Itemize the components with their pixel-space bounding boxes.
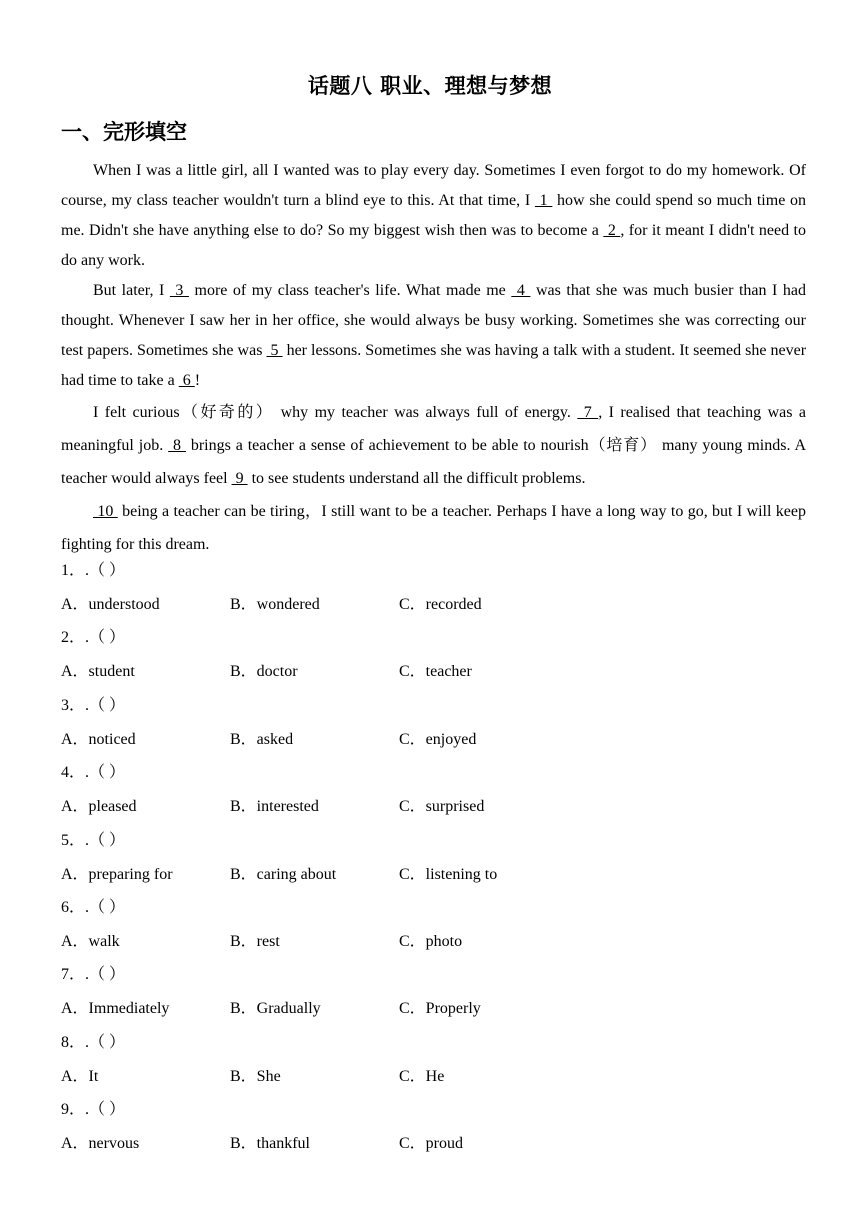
passage-text: , for it meant I didn't need to do any work. xyxy=(61,222,807,269)
option-c[interactable]: C．listening to xyxy=(399,865,498,883)
passage-text: , I realised that teaching was a meaningful job. xyxy=(61,404,807,454)
question-item xyxy=(61,893,806,960)
option-b[interactable]: B．Gradually xyxy=(230,1000,321,1018)
question-stem: 8．.（ ） xyxy=(61,1033,126,1051)
question-item xyxy=(61,556,806,623)
passage-text: brings a teacher a sense of achievement to be able to nourish（培育） many young minds. A teacher would always feel xyxy=(61,437,807,487)
passage-paragraph xyxy=(61,276,806,396)
question-stem: 2．.（ ） xyxy=(61,629,126,647)
question-list xyxy=(61,556,806,1163)
option-a[interactable]: A．noticed xyxy=(61,730,136,748)
cloze-blank: 9 xyxy=(231,470,248,487)
question-stem: 3．.（ ） xyxy=(61,696,126,714)
option-b[interactable]: B．caring about xyxy=(230,865,337,883)
cloze-blank: 10 xyxy=(93,503,118,520)
cloze-blank: 4 xyxy=(511,282,531,299)
question-stem: 1．.（ ） xyxy=(61,562,126,579)
cloze-blank: 7 xyxy=(577,404,599,421)
passage-text: her lessons. Sometimes she was having a talk with a student. It seemed she never had time to take a xyxy=(61,342,807,389)
question-item xyxy=(61,826,806,893)
question-stem: 5．.（ ） xyxy=(61,831,126,849)
option-a[interactable]: A．Immediately xyxy=(61,1000,170,1018)
page-title: 话题八 职业、理想与梦想 xyxy=(307,74,553,98)
option-c[interactable]: C．photo xyxy=(399,932,463,950)
question-item xyxy=(61,623,806,690)
question-item xyxy=(61,1095,806,1162)
option-a[interactable]: A．preparing for xyxy=(61,865,173,883)
cloze-blank: 6 xyxy=(178,372,195,389)
cloze-blank: 5 xyxy=(266,342,283,359)
option-a[interactable]: A．nervous xyxy=(61,1135,140,1153)
option-b[interactable]: B．She xyxy=(230,1067,281,1085)
option-a[interactable]: A．understood xyxy=(61,596,160,613)
question-item xyxy=(61,691,806,758)
question-item xyxy=(61,758,806,825)
option-a[interactable]: A．walk xyxy=(61,932,120,950)
passage-text: more of my class teacher's life. What made me xyxy=(188,282,512,299)
option-c[interactable]: C．teacher xyxy=(399,663,472,681)
option-c[interactable]: C．enjoyed xyxy=(399,730,477,748)
cloze-blank: 2 xyxy=(603,222,621,239)
option-b[interactable]: B．interested xyxy=(230,798,319,816)
passage-text: I felt curious（好奇的） why my teacher was always full of energy. xyxy=(93,404,578,421)
passage-text: But later, I xyxy=(93,282,170,299)
section-heading: 一、完形填空 xyxy=(61,120,187,144)
option-b[interactable]: B．asked xyxy=(230,730,294,748)
passage-paragraph xyxy=(61,396,806,495)
passage-text: how she could spend so much time on me. Didn't she have anything else to do? So my biggest wish then was to become a xyxy=(61,192,807,239)
question-stem: 9．.（ ） xyxy=(61,1101,126,1119)
option-b[interactable]: B．thankful xyxy=(230,1135,310,1153)
option-b[interactable]: B．wondered xyxy=(230,596,320,613)
question-stem: 6．.（ ） xyxy=(61,898,126,916)
option-a[interactable]: A．student xyxy=(61,663,135,681)
passage-paragraph xyxy=(61,495,806,561)
passage-text: ! xyxy=(194,372,201,389)
passage-text: When I was a little girl, all I wanted was to play every day. Sometimes I even forgot to do my homework. Of course, my class teacher wouldn't turn a blind eye to this. At that time, I xyxy=(61,162,806,209)
option-b[interactable]: B．rest xyxy=(230,932,280,950)
option-c[interactable]: C．surprised xyxy=(399,798,485,816)
option-a[interactable]: A．pleased xyxy=(61,798,137,816)
question-item xyxy=(61,960,806,1027)
option-c[interactable]: C．recorded xyxy=(399,596,482,613)
question-item xyxy=(61,1028,806,1095)
question-stem: 7．.（ ） xyxy=(61,966,126,984)
option-b[interactable]: B．doctor xyxy=(230,663,298,681)
question-stem: 4．.（ ） xyxy=(61,764,126,782)
option-c[interactable]: C．He xyxy=(399,1067,445,1085)
passage-text: to see students understand all the difficult problems. xyxy=(247,470,586,487)
passage-paragraph xyxy=(61,156,806,276)
passage-text: being a teacher can be tiring，I still want to be a teacher. Perhaps I have a long way to go, but I will keep fighting for this dream. xyxy=(61,503,807,553)
option-c[interactable]: C．Properly xyxy=(399,1000,481,1018)
option-c[interactable]: C．proud xyxy=(399,1135,464,1153)
option-a[interactable]: A．It xyxy=(61,1067,99,1085)
cloze-blank: 8 xyxy=(168,437,186,454)
cloze-blank: 3 xyxy=(169,282,189,299)
cloze-passage xyxy=(61,156,806,561)
cloze-blank: 1 xyxy=(534,192,553,209)
passage-text: was that she was much busier than I had thought. Whenever I saw her in her office, she would always be busy working. Sometimes she was correcting our test papers. Sometimes she was xyxy=(61,282,807,359)
